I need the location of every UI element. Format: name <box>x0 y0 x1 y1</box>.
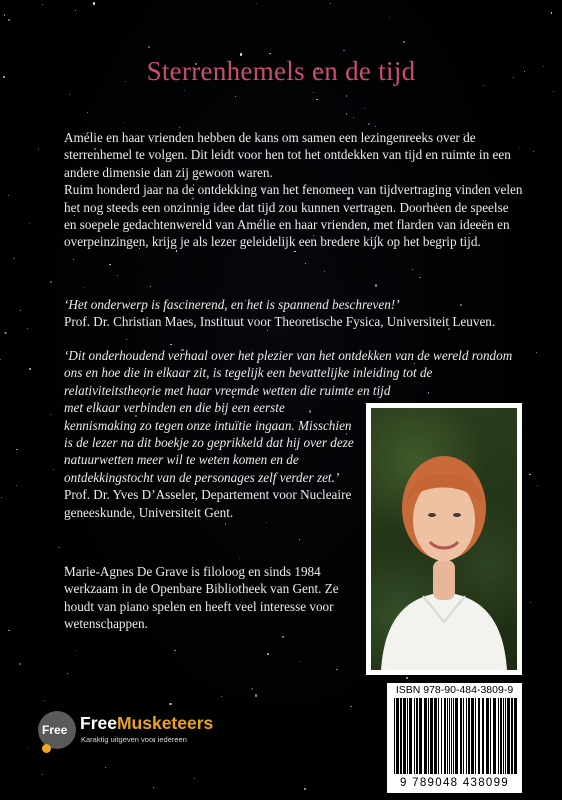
barcode-bar <box>403 698 406 774</box>
star-dot <box>313 92 314 93</box>
star-dot <box>324 271 325 272</box>
author-portrait-illustration <box>371 408 517 670</box>
star-dot <box>73 259 74 260</box>
star-dot <box>150 286 151 287</box>
star-dot <box>403 41 405 43</box>
barcode-bar <box>475 698 476 774</box>
barcode-bar <box>407 698 408 774</box>
star-dot <box>553 91 554 92</box>
star-dot <box>105 767 106 768</box>
barcode-bar <box>505 698 506 774</box>
star-dot <box>346 113 347 114</box>
star-dot <box>406 677 407 678</box>
barcode-bar <box>460 698 462 774</box>
star-dot <box>375 126 376 127</box>
barcode-bar <box>507 698 510 774</box>
barcode-icon <box>393 698 517 774</box>
star-dot <box>42 4 43 5</box>
publisher-logo-circle-text: Free <box>42 723 68 737</box>
quote-dasseler-text-narrow: met elkaar verbinden en die bij een eerste kennismaking zo tegen onze intuïtie ingaan. Misschien is de lezer na dit boekje zo geprikkeld dat hij over deze natuurwetten meer wil te weten komen en de ontdekkingstocht van de personages zelf verder zet.’ <box>64 400 354 485</box>
star-dot <box>20 310 21 311</box>
quote-dasseler-text-wide: ‘Dit onderhoudend verhaal over het plezier van het ontdekken van de wereld rondom ons en hoe die in elkaar zit, is tegelijk een bevattelijke inleiding tot de relativiteitstheorie met haar vreemde wetten die ruimte en tijd <box>64 348 513 398</box>
star-dot <box>69 94 70 95</box>
star-dot <box>27 328 28 329</box>
star-dot <box>29 223 30 224</box>
publisher-name-part2: Musketeers <box>116 713 214 733</box>
star-dot <box>0 359 1 360</box>
barcode-bar <box>482 698 484 774</box>
barcode-bar <box>434 698 437 774</box>
star-dot <box>537 485 538 486</box>
quote-maes-text: ‘Het onderwerp is fascinerend, en het is spannend beschreven!’ <box>64 297 400 312</box>
star-dot <box>536 352 537 353</box>
star-dot <box>153 787 154 788</box>
star-dot <box>174 650 175 651</box>
star-dot <box>299 539 300 540</box>
star-dot <box>13 258 14 259</box>
barcode-bar <box>416 698 418 774</box>
barcode-bar <box>493 698 496 774</box>
star-dot <box>148 46 150 48</box>
star-dot <box>4 332 6 334</box>
star-dot <box>50 414 51 415</box>
star-dot <box>300 661 301 662</box>
star-dot <box>551 12 552 13</box>
star-dot <box>83 287 84 288</box>
star-dot <box>269 53 270 54</box>
star-dot <box>170 344 171 345</box>
barcode-number: 9 789048 438099 <box>399 777 510 789</box>
publisher-tagline: Karaktig uitgeven voor iedereen <box>81 735 187 744</box>
star-dot <box>38 148 39 149</box>
star-dot <box>75 10 76 11</box>
star-dot <box>389 17 390 18</box>
star-dot <box>93 2 95 4</box>
star-dot <box>266 522 267 523</box>
star-dot <box>375 284 377 286</box>
star-dot <box>530 602 531 603</box>
barcode-bar <box>428 698 429 774</box>
book-title: Sterrenhemels en de tijd <box>146 56 416 86</box>
star-dot <box>117 275 118 276</box>
star-dot <box>16 485 17 486</box>
barcode-bar <box>455 698 458 774</box>
barcode-bar <box>500 698 502 774</box>
author-photo <box>371 408 517 670</box>
star-dot <box>16 449 17 450</box>
isbn-label: ISBN 978-90-484-3809-9 <box>395 684 514 696</box>
star-dot <box>50 281 52 283</box>
barcode-bar <box>430 698 433 774</box>
quote-maes-author: Prof. Dr. Christian Maes, Instituut voor Theoretische Fysica, Universiteit Leuven. <box>64 314 496 330</box>
star-dot <box>126 339 127 340</box>
barcode-bar <box>498 698 499 774</box>
quote-dasseler-author: Prof. Dr. Yves D’Asseler, Departement voor Nucleaire geneeskunde, Universiteit Gent. <box>64 487 352 520</box>
barcode-bar <box>468 698 470 774</box>
star-dot <box>336 669 337 670</box>
star-dot <box>235 96 236 97</box>
star-dot <box>343 50 344 51</box>
star-dot <box>8 630 9 631</box>
star-dot <box>87 112 88 113</box>
barcode-bar <box>514 698 517 774</box>
star-dot <box>364 108 365 109</box>
star-dot <box>346 95 347 96</box>
star-dot <box>194 778 195 779</box>
star-dot <box>184 90 185 91</box>
star-dot <box>1 497 2 498</box>
barcode-bar <box>400 698 402 774</box>
star-dot <box>330 3 331 4</box>
barcode-bar <box>511 698 513 774</box>
barcode-bar <box>466 698 467 774</box>
star-dot <box>225 523 226 524</box>
publisher-logo <box>38 697 278 763</box>
star-dot <box>256 3 257 4</box>
publisher-name-part1: Free <box>80 713 117 733</box>
barcode-bar <box>503 698 504 774</box>
star-dot <box>304 788 306 790</box>
star-dot <box>282 636 284 638</box>
barcode-bar <box>490 698 491 774</box>
author-bio: Marie-Agnes De Grave is filoloog en sinds 1984 werkzaam in de Openbare Bibliotheek van Gent. Ze houdt van piano spelen en heeft veel interesse voor wetenschappen. <box>64 564 339 632</box>
barcode-bar <box>447 698 448 774</box>
star-dot <box>67 673 68 674</box>
barcode-bar <box>414 698 415 774</box>
barcode-bar <box>409 698 412 774</box>
star-dot <box>251 688 253 690</box>
barcode-bar <box>471 698 474 774</box>
star-dot <box>29 368 30 369</box>
speech-bubble-icon <box>42 744 51 753</box>
star-dot <box>316 99 317 100</box>
star-dot <box>239 558 240 559</box>
star-dot <box>75 650 76 651</box>
publisher-name <box>80 713 213 734</box>
barcode-bar <box>451 698 452 774</box>
star-dot <box>267 653 269 655</box>
star-dot <box>419 277 420 278</box>
star-dot <box>305 263 306 264</box>
star-dot <box>58 547 59 548</box>
star-dot <box>533 151 534 152</box>
barcode-bar <box>441 698 442 774</box>
star-dot <box>124 122 125 123</box>
star-dot <box>19 663 21 665</box>
barcode-bar <box>394 698 395 774</box>
barcode-bar <box>438 698 439 774</box>
star-dot <box>350 706 351 707</box>
blurb-text: Amélie en haar vrienden hebben de kans om samen een lezingenreeks over de sterrenhemel te volgen. Dit leidt voor hen tot het ontdekken van tijd en ruimte in een andere dimensie dan zij gewoon waren. Ruim honderd jaar na de ontdekking van het fenomeen van tijdvertraging vinden velen het nog steeds een onzinnig idee dat tijd zou kunnen vertragen. Doorheen de speelse en soepele gedachtenwereld van Amélie en haar vrienden, met flarden van ideeën en overpeinzingen, krijg je als lezer geleidelijk een bredere kijk op het begrip tijd. <box>64 130 523 250</box>
barcode-bar <box>419 698 422 774</box>
author-photo-frame <box>366 403 522 675</box>
star-dot <box>109 264 110 265</box>
barcode-bar <box>396 698 399 774</box>
quote-maes <box>64 296 534 331</box>
barcode-bar <box>453 698 454 774</box>
star-dot <box>412 269 413 270</box>
barcode-bar <box>478 698 480 774</box>
star-dot <box>353 117 354 118</box>
star-dot <box>42 774 43 775</box>
barcode-bar <box>463 698 464 774</box>
barcode-bar <box>424 698 427 774</box>
barcode-bar <box>444 698 446 774</box>
star-dot <box>4 14 5 15</box>
barcode-bar <box>486 698 489 774</box>
barcode-block <box>387 683 522 793</box>
star-dot <box>8 195 9 196</box>
star-dot <box>53 469 54 470</box>
barcode-bar <box>449 698 450 774</box>
star-dot <box>368 123 370 125</box>
star-dot <box>8 19 10 21</box>
star-dot <box>179 127 180 128</box>
star-dot <box>28 748 29 749</box>
